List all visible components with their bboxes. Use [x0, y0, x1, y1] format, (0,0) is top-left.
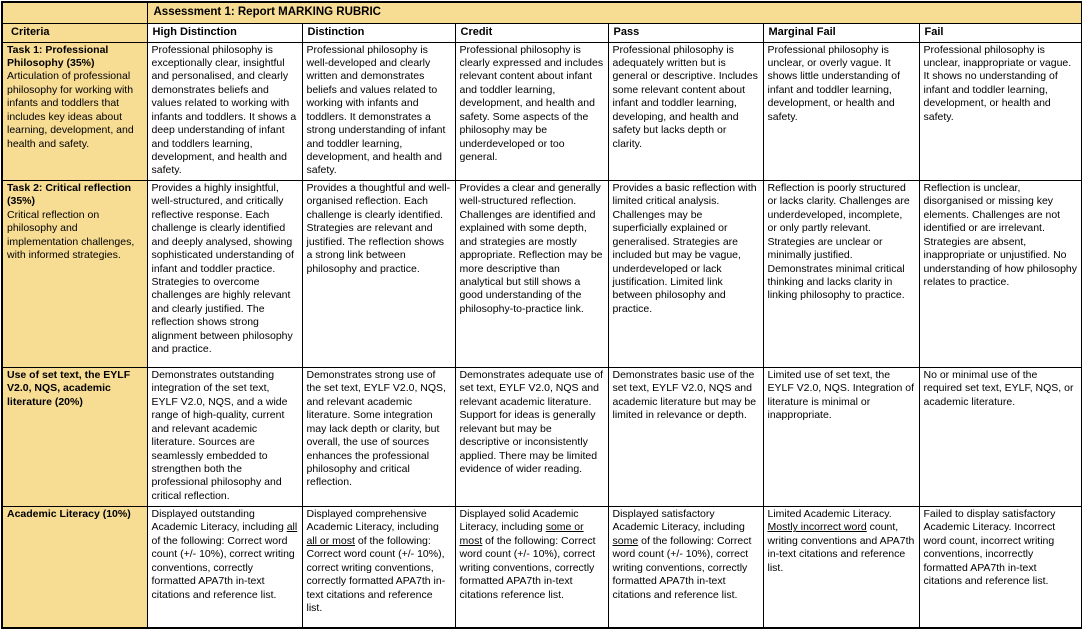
rubric-cell: Provides a clear and generally well-structured reflection. Challenges are identified and explained with some depth, and strategies are mostly appropriate. Reflection may be more descriptive than analytical but still shows a good understanding of the philosophy-to-practice link.: [455, 180, 608, 367]
table-row-academic-literacy: [2, 506, 1082, 628]
column-header-fail: Fail: [919, 23, 1082, 42]
rubric-cell: Provides a basic reflection with limited critical analysis. Challenges may be superficially explained or generalised. Strategies are included but may be vague, underdeveloped or lack justification. Limited link between philosophy and practice.: [608, 180, 763, 367]
rubric-cell: No or minimal use of the required set text, EYLF, NQS, or academic literature.: [919, 367, 1082, 506]
criterion-title: Task 2: Critical reflection (35%): [7, 181, 132, 208]
rubric-cell: Limited Academic Literacy. Mostly incorrect word count, writing conventions and APA7th in-text citations and reference list.: [763, 506, 919, 628]
table-row-task1: [2, 42, 1082, 180]
rubric-cell: Reflection is poorly structured or lacks clarity. Challenges are underdeveloped, incomplete, or only partly relevant. Strategies are unclear or minimally justified. Demonstrates minimal critical thinking and lacks clarity in linking philosophy to practice.: [763, 180, 919, 367]
rubric-cell: Professional philosophy is unclear, inappropriate or vague. It shows no understanding of infant and toddler learning, development, or health and safety.: [919, 42, 1082, 180]
rubric-cell: Professional philosophy is well-developed and clearly written and demonstrates beliefs and values related to working with infants and toddlers. It demonstrates a strong understanding of infant and toddler learning, development, and health and safety.: [302, 42, 455, 180]
criterion-cell-task2: [2, 180, 147, 367]
rubric-cell: Demonstrates basic use of the set text, EYLF V2.0, NQS and academic literature but may be limited in relevance or depth.: [608, 367, 763, 506]
criterion-title: Task 1: Professional Philosophy (35%): [7, 43, 109, 69]
table-row-set-text: [2, 367, 1082, 506]
rubric-cell: Reflection is unclear, disorganised or missing key elements. Challenges are not identified or are irrelevant. Strategies are absent, inappropriate or unjustified. No understanding of how philosophy relates to practice.: [919, 180, 1082, 367]
marking-rubric-table: [1, 1, 1082, 629]
criterion-cell-academic-literacy: [2, 506, 147, 628]
criterion-cell-set-text: [2, 367, 147, 506]
criterion-cell-task1: [2, 42, 147, 180]
table-row-task2: [2, 180, 1082, 367]
rubric-cell: Demonstrates adequate use of set text, EYLF V2.0, NQS and relevant academic literature. Support for ideas is generally relevant but may be descriptive or inconsistently applied. There may be limited evidence of wider reading.: [455, 367, 608, 506]
criterion-description: Critical reflection on philosophy and implementation challenges, with informed strategies.: [7, 208, 135, 262]
column-header-criteria: Criteria: [2, 23, 147, 42]
rubric-cell: Limited use of set text, the EYLF V2.0, NQS. Integration of literature is minimal or inappropriate.: [763, 367, 919, 506]
rubric-cell: Professional philosophy is clearly expressed and includes relevant content about infant and toddler learning, development, and health and safety. Some aspects of the philosophy may be underdeveloped or too general.: [455, 42, 608, 180]
rubric-cell: Displayed solid Academic Literacy, including some or most of the following: Correct word count (+/- 10%), correct writing conventions, correctly formatted APA7th in-text citations reference list.: [455, 506, 608, 628]
criterion-title: Academic Literacy (10%): [7, 507, 131, 520]
column-header-row: [2, 23, 1082, 42]
rubric-cell: Provides a thoughtful and well-organised reflection. Each challenge is clearly identified. Strategies are relevant and justified. The reflection shows a strong link between philosophy and practice.: [302, 180, 455, 367]
rubric-cell: Displayed comprehensive Academic Literacy, including all or most of the following: Correct word count (+/- 10%), correct writing conventions, correctly formatted APA7th in-text citations and reference list.: [302, 506, 455, 628]
criterion-title: Use of set text, the EYLF V2.0, NQS, academic literature (20%): [7, 368, 131, 408]
rubric-cell: Displayed outstanding Academic Literacy, including all of the following: Correct word count (+/- 10%), correct writing conventions, correctly formatted APA7th in-text citations and reference list.: [147, 506, 302, 628]
rubric-cell: Failed to display satisfactory Academic Literacy. Incorrect word count, incorrect writing conventions, incorrectly formatted APA7th in-text citations and reference list.: [919, 506, 1082, 628]
rubric-cell: Professional philosophy is unclear, or overly vague. It shows little understanding of infant and toddler learning, development, or health and safety.: [763, 42, 919, 180]
rubric-cell: Professional philosophy is exceptionally clear, insightful and personalised, and clearly demonstrates beliefs and values related to working with infants and toddlers. It shows a deep understanding of infant and toddlers learning, development, and health and safety.: [147, 42, 302, 180]
rubric-title: Assessment 1: Report MARKING RUBRIC: [147, 2, 1082, 23]
rubric-title-row: [2, 2, 1082, 23]
rubric-cell: Demonstrates strong use of the set text, EYLF V2.0, NQS, and relevant academic literature. Some integration may lack depth or clarity, but overall, the use of sources enhances the professional philosophy and critical reflection.: [302, 367, 455, 506]
rubric-cell: Provides a highly insightful, well-structured, and critically reflective response. Each challenge is clearly identified and deeply analysed, showing sophisticated understanding of infant and toddler practice. Strategies to overcome challenges are highly relevant and clearly justified. The reflection shows strong alignment between philosophy and practice.: [147, 180, 302, 367]
criterion-description: Articulation of professional philosophy for working with infants and toddlers that includes key ideas about learning, development, and health and safety.: [7, 70, 134, 150]
column-header-credit: Credit: [455, 23, 608, 42]
rubric-cell: Professional philosophy is adequately written but is general or descriptive. Includes some relevant content about infant and toddler learning, developing, and health and safety but lacks depth or clarity.: [608, 42, 763, 180]
column-header-high-distinction: High Distinction: [147, 23, 302, 42]
rubric-cell: Demonstrates outstanding integration of the set text, EYLF V2.0, NQS, and a wide range of high-quality, current and relevant academic literature. Sources are seamlessly embedded to strengthen both the professional philosophy and critical reflection.: [147, 367, 302, 506]
rubric-cell: Displayed satisfactory Academic Literacy, including some of the following: Correct word count (+/- 10%), correct writing conventions, correctly formatted APA7th in-text citations and reference list.: [608, 506, 763, 628]
column-header-marginal-fail: Marginal Fail: [763, 23, 919, 42]
corner-cell: [2, 2, 147, 23]
column-header-distinction: Distinction: [302, 23, 455, 42]
column-header-pass: Pass: [608, 23, 763, 42]
